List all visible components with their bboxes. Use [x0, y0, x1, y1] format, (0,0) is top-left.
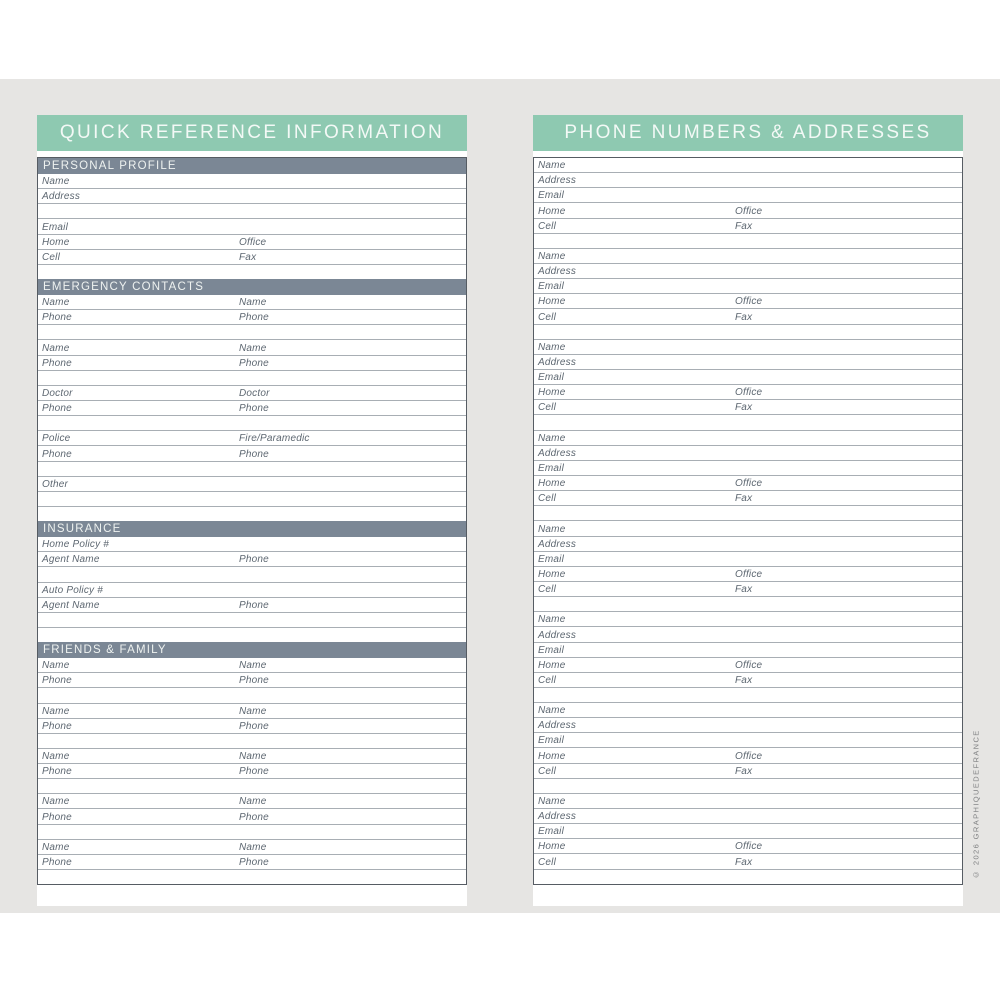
field-label: Phone [239, 554, 269, 566]
section-heading: FRIENDS & FAMILY [38, 642, 466, 658]
blank-row [38, 734, 466, 749]
form-row [534, 309, 962, 324]
field-label: Phone [239, 312, 269, 324]
form-row [38, 537, 466, 552]
form-row [534, 385, 962, 400]
field-label: Address [538, 629, 577, 641]
field-label: Phone [239, 857, 269, 869]
field-label: Email [42, 221, 69, 233]
form-row [534, 340, 962, 355]
blank-row [38, 265, 466, 279]
field-label: Address [538, 266, 577, 278]
form-row [38, 219, 466, 234]
form-row [38, 552, 466, 567]
field-label: Name [42, 841, 70, 853]
field-label: Address [538, 356, 577, 368]
form-row [534, 718, 962, 733]
field-label: Phone [239, 766, 269, 778]
form-row [534, 748, 962, 763]
field-label: Phone [42, 357, 72, 369]
form-row [534, 203, 962, 218]
field-label: Phone [239, 357, 269, 369]
form-row [38, 749, 466, 764]
field-label: Email [538, 372, 565, 384]
field-label: Name [239, 660, 267, 672]
form-row [534, 809, 962, 824]
form-row [534, 400, 962, 415]
field-label: Name [239, 751, 267, 763]
form-row [38, 235, 466, 250]
blank-row [38, 371, 466, 386]
form-row [534, 567, 962, 582]
form-row [534, 370, 962, 385]
form-row [534, 733, 962, 748]
field-label: Other [42, 478, 69, 490]
form-row [38, 583, 466, 598]
form-row [534, 173, 962, 188]
field-label: Email [538, 281, 565, 293]
field-label: Phone [42, 857, 72, 869]
field-label: Phone [239, 599, 269, 611]
field-label: Office [735, 568, 763, 580]
blank-row [38, 779, 466, 794]
blank-row [38, 204, 466, 219]
blank-row [38, 628, 466, 642]
page-title-text: QUICK REFERENCE INFORMATION [59, 122, 445, 143]
field-label: Phone [239, 675, 269, 687]
field-label: Email [538, 462, 565, 474]
field-label: Cell [538, 765, 557, 777]
form-row [38, 764, 466, 779]
field-label: Fax [735, 220, 753, 232]
quick-reference-form [37, 157, 467, 885]
field-label: Name [42, 297, 70, 309]
field-label: Name [42, 705, 70, 717]
form-row [38, 174, 466, 189]
field-label: Home [538, 841, 566, 853]
field-label: Home [538, 387, 566, 399]
field-label: Office [239, 236, 267, 248]
form-row [38, 446, 466, 461]
field-label: Office [735, 387, 763, 399]
field-label: Name [42, 660, 70, 672]
field-label: Auto Policy # [42, 584, 103, 596]
form-row [38, 356, 466, 371]
form-row [38, 855, 466, 870]
field-label: Name [538, 796, 566, 808]
blank-row [534, 234, 962, 249]
field-label: Phone [239, 448, 269, 460]
field-label: Office [735, 296, 763, 308]
form-row [38, 295, 466, 310]
field-label: Home [538, 750, 566, 762]
form-row [534, 249, 962, 264]
form-row [38, 658, 466, 673]
field-label: Office [735, 659, 763, 671]
form-row [534, 537, 962, 552]
form-row [534, 521, 962, 536]
form-row [534, 491, 962, 506]
field-label: Name [42, 342, 70, 354]
field-label: Address [538, 447, 577, 459]
blank-row [38, 688, 466, 703]
field-label: Name [538, 160, 566, 172]
phone-addresses-form [533, 157, 963, 885]
blank-row [38, 416, 466, 431]
quick-reference-page [37, 115, 467, 906]
field-label: Name [538, 614, 566, 626]
field-label: Email [538, 644, 565, 656]
form-row [534, 673, 962, 688]
form-row [534, 612, 962, 627]
form-row [38, 250, 466, 265]
field-label: Fax [735, 493, 753, 505]
section-heading: INSURANCE [38, 521, 466, 537]
blank-row [534, 506, 962, 521]
form-row [534, 264, 962, 279]
field-label: Fax [735, 584, 753, 596]
field-label: Phone [239, 403, 269, 415]
field-label: Name [239, 297, 267, 309]
field-label: Phone [42, 720, 72, 732]
field-label: Phone [42, 766, 72, 778]
field-label: Name [538, 341, 566, 353]
blank-row [38, 325, 466, 340]
field-label: Doctor [239, 387, 270, 399]
field-label: Cell [538, 856, 557, 868]
field-label: Phone [42, 312, 72, 324]
form-row [534, 279, 962, 294]
field-label: Fax [735, 674, 753, 686]
field-label: Fax [735, 856, 753, 868]
field-label: Name [239, 342, 267, 354]
field-label: Cell [538, 493, 557, 505]
field-label: Cell [538, 311, 557, 323]
blank-row [534, 415, 962, 430]
field-label: Name [538, 250, 566, 262]
form-row [38, 840, 466, 855]
field-label: Cell [538, 220, 557, 232]
form-row [38, 719, 466, 734]
field-label: Name [42, 176, 70, 188]
form-row [38, 431, 466, 446]
field-label: Fax [735, 311, 753, 323]
blank-row [38, 870, 466, 884]
form-row [534, 446, 962, 461]
form-row [534, 188, 962, 203]
form-row [38, 673, 466, 688]
field-label: Fire/Paramedic [239, 433, 310, 445]
field-label: Doctor [42, 387, 73, 399]
form-row [38, 340, 466, 355]
form-row [534, 839, 962, 854]
field-label: Name [42, 796, 70, 808]
field-label: Agent Name [42, 599, 100, 611]
form-row [38, 401, 466, 416]
form-row [534, 794, 962, 809]
page-title-quick-reference [37, 115, 467, 151]
form-row [38, 704, 466, 719]
field-label: Email [538, 826, 565, 838]
form-row [534, 703, 962, 718]
blank-row [534, 779, 962, 794]
field-label: Office [735, 841, 763, 853]
form-row [38, 809, 466, 824]
blank-row [38, 613, 466, 628]
blank-row [534, 688, 962, 703]
field-label: Agent Name [42, 554, 100, 566]
form-row [534, 627, 962, 642]
copyright-vertical: © 2026 GRAPHIQUEDEFRANCE [971, 729, 981, 879]
form-row [534, 582, 962, 597]
form-row [534, 643, 962, 658]
form-row [38, 794, 466, 809]
blank-row [534, 597, 962, 612]
blank-row [534, 870, 962, 884]
section-heading: EMERGENCY CONTACTS [38, 279, 466, 295]
phone-addresses-page [533, 115, 963, 906]
form-row [534, 355, 962, 370]
field-label: Home [538, 205, 566, 217]
field-label: Name [538, 432, 566, 444]
field-label: Address [42, 191, 81, 203]
field-label: Home [538, 296, 566, 308]
field-label: Name [538, 523, 566, 535]
blank-row [38, 507, 466, 521]
field-label: Address [538, 811, 577, 823]
field-label: Cell [538, 674, 557, 686]
field-label: Email [538, 190, 565, 202]
blank-row [38, 825, 466, 840]
field-label: Police [42, 433, 71, 445]
blank-row [38, 492, 466, 507]
field-label: Phone [42, 675, 72, 687]
form-row [534, 219, 962, 234]
field-label: Phone [42, 448, 72, 460]
field-label: Name [239, 705, 267, 717]
section-heading: PERSONAL PROFILE [38, 158, 466, 174]
form-row [534, 431, 962, 446]
blank-row [38, 462, 466, 477]
form-row [534, 824, 962, 839]
field-label: Name [239, 796, 267, 808]
form-row [38, 598, 466, 613]
field-label: Fax [735, 402, 753, 414]
form-row [38, 477, 466, 492]
field-label: Fax [239, 251, 257, 263]
field-label: Home [42, 236, 70, 248]
field-label: Name [42, 751, 70, 763]
form-row [534, 764, 962, 779]
page-title-phone-addresses [533, 115, 963, 151]
form-row [38, 386, 466, 401]
field-label: Home Policy # [42, 539, 110, 551]
field-label: Address [538, 175, 577, 187]
field-label: Office [735, 205, 763, 217]
field-label: Cell [538, 402, 557, 414]
field-label: Phone [42, 403, 72, 415]
form-row [534, 658, 962, 673]
field-label: Phone [239, 720, 269, 732]
field-label: Home [538, 659, 566, 671]
field-label: Address [538, 720, 577, 732]
field-label: Address [538, 538, 577, 550]
field-label: Home [538, 478, 566, 490]
field-label: Cell [538, 584, 557, 596]
form-row [534, 294, 962, 309]
field-label: Phone [239, 811, 269, 823]
blank-row [38, 567, 466, 582]
form-row [38, 310, 466, 325]
field-label: Name [239, 841, 267, 853]
field-label: Fax [735, 765, 753, 777]
field-label: Phone [42, 811, 72, 823]
field-label: Email [538, 735, 565, 747]
form-row [534, 552, 962, 567]
field-label: Cell [42, 251, 61, 263]
field-label: Name [538, 705, 566, 717]
field-label: Office [735, 478, 763, 490]
blank-row [534, 325, 962, 340]
form-row [534, 476, 962, 491]
field-label: Office [735, 750, 763, 762]
form-row [38, 189, 466, 204]
form-row [534, 854, 962, 869]
form-row [534, 461, 962, 476]
field-label: Email [538, 553, 565, 565]
form-row [534, 158, 962, 173]
field-label: Home [538, 568, 566, 580]
page-title-text: PHONE NUMBERS & ADDRESSES [564, 122, 932, 143]
